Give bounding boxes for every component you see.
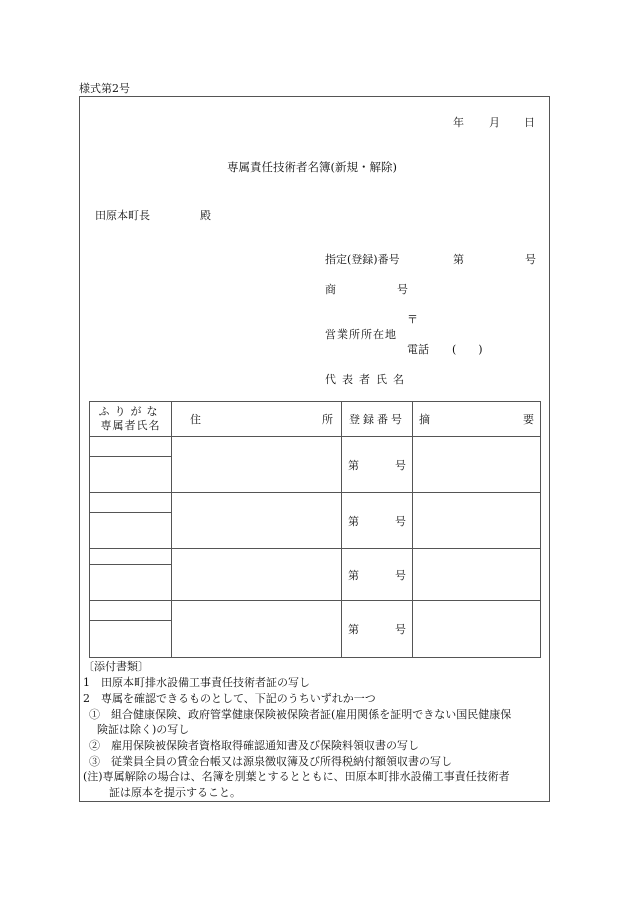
reg-prefix: 第 <box>348 458 359 472</box>
reg-prefix: 第 <box>348 623 359 636</box>
form-number: 様式第2号 <box>79 82 130 95</box>
table-row <box>90 601 541 621</box>
remarks-cell[interactable] <box>413 601 541 658</box>
registration-label: 指定(登録)番号 <box>325 253 400 266</box>
document-title: 専属責任技術者名簿(新規・解除) <box>227 160 397 174</box>
trade-name-label-2: 号 <box>397 283 408 296</box>
header-address-2: 所 <box>322 413 333 426</box>
registration-suffix: 号 <box>525 253 536 266</box>
address-cell[interactable] <box>172 549 342 601</box>
remarks-cell[interactable] <box>413 437 541 493</box>
date-month: 月 <box>489 116 500 129</box>
reg-no-cell <box>342 601 413 658</box>
header-address-1: 住 <box>190 413 201 426</box>
header-furigana-name <box>90 402 172 437</box>
address-cell[interactable] <box>172 437 342 493</box>
attachment-item: ① 組合健康保険、政府管掌健康保険被保険者証(雇用関係を証明できない国民健康保 <box>89 708 512 721</box>
registration-prefix: 第 <box>453 253 464 266</box>
address-cell[interactable] <box>172 601 342 658</box>
header-name: 専属者氏名 <box>100 419 161 432</box>
postal-mark: 〒 <box>407 313 418 326</box>
furigana-cell[interactable] <box>90 493 172 513</box>
trade-name-label-1: 商 <box>325 283 336 296</box>
header-remarks-2: 要 <box>523 413 534 426</box>
table-row <box>90 549 541 565</box>
addressee-name: 田原本町長 <box>95 209 150 222</box>
date-day: 日 <box>524 116 535 129</box>
address-cell[interactable] <box>172 493 342 549</box>
name-cell[interactable] <box>90 621 172 658</box>
date-year: 年 <box>453 116 464 129</box>
reg-suffix: 号 <box>395 623 406 636</box>
addressee-honorific: 殿 <box>200 209 211 222</box>
reg-suffix: 号 <box>395 458 406 472</box>
furigana-cell[interactable] <box>90 437 172 457</box>
reg-suffix: 号 <box>395 514 406 528</box>
note-item: (注)専属解除の場合は、名簿を別葉とするとともに、田原本町排水設備工事責任技術者 <box>83 770 510 783</box>
reg-no-cell <box>342 437 413 493</box>
furigana-cell[interactable] <box>90 549 172 565</box>
reg-no-cell <box>342 493 413 549</box>
header-reg-no: 登録番号 <box>342 402 413 437</box>
technician-table <box>89 401 541 658</box>
table-row <box>90 493 541 513</box>
reg-prefix: 第 <box>348 568 359 582</box>
remarks-cell[interactable] <box>413 493 541 549</box>
office-address-label: 営業所所在地 <box>325 328 397 341</box>
table-header-row <box>90 402 541 437</box>
header-address <box>172 402 342 437</box>
name-cell[interactable] <box>90 457 172 493</box>
note-item: 証は原本を提示すること。 <box>109 786 241 799</box>
representative-label: 代表者氏名 <box>325 373 410 386</box>
reg-suffix: 号 <box>395 568 406 582</box>
attachment-item: 険証は除く)の写し <box>97 723 190 736</box>
name-cell[interactable] <box>90 565 172 601</box>
name-cell[interactable] <box>90 513 172 549</box>
reg-no-cell <box>342 549 413 601</box>
header-furigana: ふりがな <box>98 405 163 418</box>
reg-prefix: 第 <box>348 514 359 528</box>
remarks-cell[interactable] <box>413 549 541 601</box>
attachments-heading: 〔添付書類〕 <box>83 660 149 673</box>
phone-label: 電話 <box>407 343 429 356</box>
attachment-item: ③ 従業員全員の賃金台帳又は源泉徴収簿及び所得税納付額領収書の写し <box>89 755 452 768</box>
attachment-item: 1 田原本町排水設備工事責任技術者証の写し <box>83 676 310 689</box>
header-remarks <box>413 402 541 437</box>
furigana-cell[interactable] <box>90 601 172 621</box>
header-remarks-1: 摘 <box>419 413 430 426</box>
phone-parens: ( ) <box>452 343 483 356</box>
attachment-item: 2 専属を確認できるものとして、下記のうちいずれか一つ <box>83 692 376 705</box>
attachment-item: ② 雇用保険被保険者資格取得確認通知書及び保険料領収書の写し <box>89 739 419 752</box>
table-row <box>90 437 541 457</box>
